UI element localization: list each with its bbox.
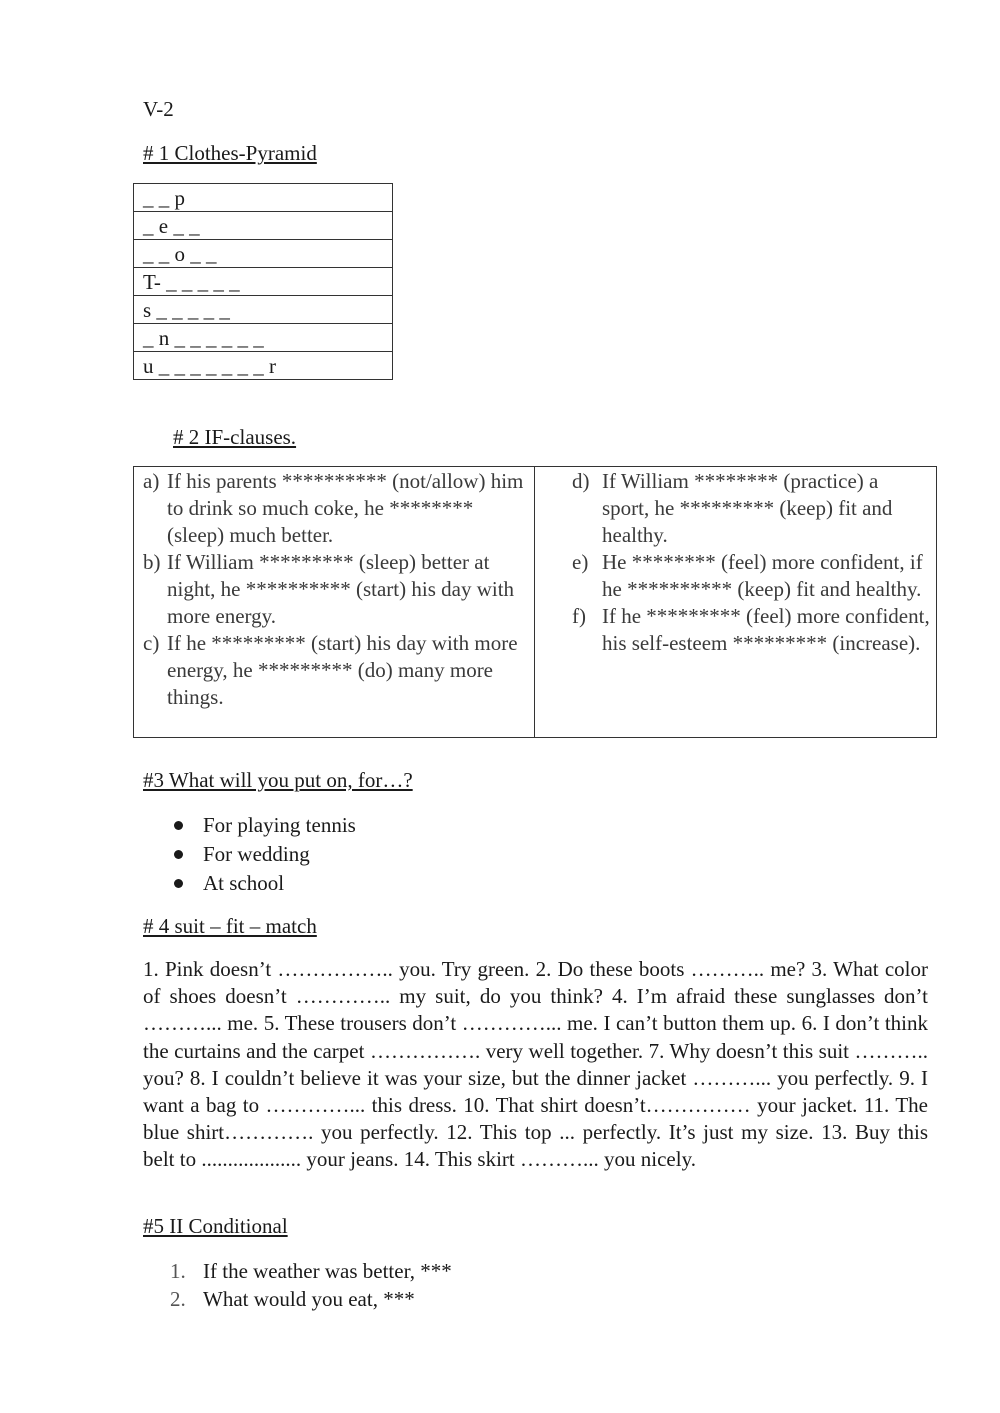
if-clause-item bbox=[534, 549, 936, 603]
section3-heading: #3 What will you put on, for…? bbox=[143, 768, 413, 792]
pyramid-row bbox=[134, 212, 393, 240]
if-clause-label: a) bbox=[143, 469, 160, 493]
if-clause-item bbox=[134, 630, 534, 711]
if-clauses-box bbox=[133, 466, 937, 738]
pyramid-cell: _ _ o _ _ bbox=[134, 240, 393, 268]
section5-heading: #5 II Conditional bbox=[143, 1214, 288, 1238]
if-clause-label: e) bbox=[572, 550, 589, 574]
bullet-icon bbox=[174, 821, 183, 830]
pyramid-row bbox=[134, 324, 393, 352]
pyramid-row bbox=[134, 268, 393, 296]
if-clause-text: If he ********* (start) his day with more energy, he ********* (do) many more things. bbox=[167, 631, 518, 709]
if-clause-label: c) bbox=[143, 631, 160, 655]
if-clauses-left-column bbox=[134, 467, 535, 737]
clothes-pyramid-table bbox=[133, 183, 393, 380]
list-item bbox=[170, 840, 356, 869]
pyramid-cell: _ _ p bbox=[134, 184, 393, 212]
clothing-occasions-list bbox=[170, 811, 356, 898]
if-clause-text: If William ********* (sleep) better at night, he ********** (start) his day with more energy. bbox=[167, 550, 515, 628]
if-clause-label: b) bbox=[143, 550, 161, 574]
bullet-icon bbox=[174, 879, 183, 888]
list-item-text: At school bbox=[203, 871, 285, 895]
if-clause-text: He ******** (feel) more confident, if he ********** (keep) fit and healthy. bbox=[602, 550, 923, 601]
section2-heading: # 2 IF-clauses. bbox=[173, 425, 297, 449]
if-clause-item bbox=[134, 468, 534, 549]
pyramid-cell: T- _ _ _ _ _ bbox=[134, 268, 393, 296]
pyramid-row bbox=[134, 352, 393, 380]
list-item-text: What would you eat, *** bbox=[203, 1287, 415, 1311]
list-item-number: 2. bbox=[170, 1287, 186, 1311]
pyramid-cell: u _ _ _ _ _ _ _ r bbox=[134, 352, 393, 380]
list-item bbox=[170, 869, 356, 898]
variant-label: V-2 bbox=[143, 97, 174, 121]
if-clause-label: f) bbox=[572, 604, 586, 628]
list-item-text: For wedding bbox=[203, 842, 310, 866]
conditional-list bbox=[170, 1257, 452, 1313]
pyramid-cell: s _ _ _ _ _ bbox=[134, 296, 393, 324]
if-clause-item bbox=[534, 468, 936, 549]
if-clause-text: If William ******** (practice) a sport, he ********* (keep) fit and healthy. bbox=[602, 469, 893, 547]
bullet-icon bbox=[174, 850, 183, 859]
if-clause-text: If his parents ********** (not/allow) him to drink so much coke, he ******** (sleep) much better. bbox=[167, 469, 524, 547]
pyramid-row bbox=[134, 240, 393, 268]
pyramid-cell: _ e _ _ bbox=[134, 212, 393, 240]
pyramid-row bbox=[134, 184, 393, 212]
section1-heading: # 1 Clothes-Pyramid bbox=[143, 141, 317, 165]
list-item bbox=[170, 1257, 452, 1285]
if-clause-item bbox=[134, 549, 534, 630]
list-item bbox=[170, 811, 356, 840]
section4-heading: # 4 suit – fit – match bbox=[143, 914, 317, 938]
if-clause-item bbox=[534, 603, 936, 657]
if-clause-label: d) bbox=[572, 469, 590, 493]
list-item bbox=[170, 1285, 452, 1313]
pyramid-cell: _ n _ _ _ _ _ _ bbox=[134, 324, 393, 352]
list-item-text: If the weather was better, *** bbox=[203, 1259, 452, 1283]
suit-fit-match-exercise: 1. Pink doesn’t …………….. you. Try green. 2. Do these boots ……….. me? 3. What color of shoes doesn’t ………….. my suit, do you think? 4. I’m afraid these sunglasses don’t ………... me. 5. These trousers don’t …………... me. I can’t button them up. 6. I don’t think the curtains and the carpet ……………. very well together. 7. Why doesn’t this suit ……….. you? 8. I couldn’t believe it was your size, but the dinner jacket ………... you perfectly. 9. I want a bag to …………... this dress. 10. That shirt doesn’t…………… your jacket. 11. The blue shirt…………. you perfectly. 12. This top ... perfectly. It’s just my size. 13. Buy this belt to ................... your jeans. 14. This skirt ………... you nicely. bbox=[143, 957, 928, 1172]
list-item-number: 1. bbox=[170, 1259, 186, 1283]
if-clauses-right-column bbox=[534, 467, 936, 737]
pyramid-row bbox=[134, 296, 393, 324]
if-clause-text: If he ********* (feel) more confident, his self-esteem ********* (increase). bbox=[602, 604, 930, 655]
list-item-text: For playing tennis bbox=[203, 813, 356, 837]
